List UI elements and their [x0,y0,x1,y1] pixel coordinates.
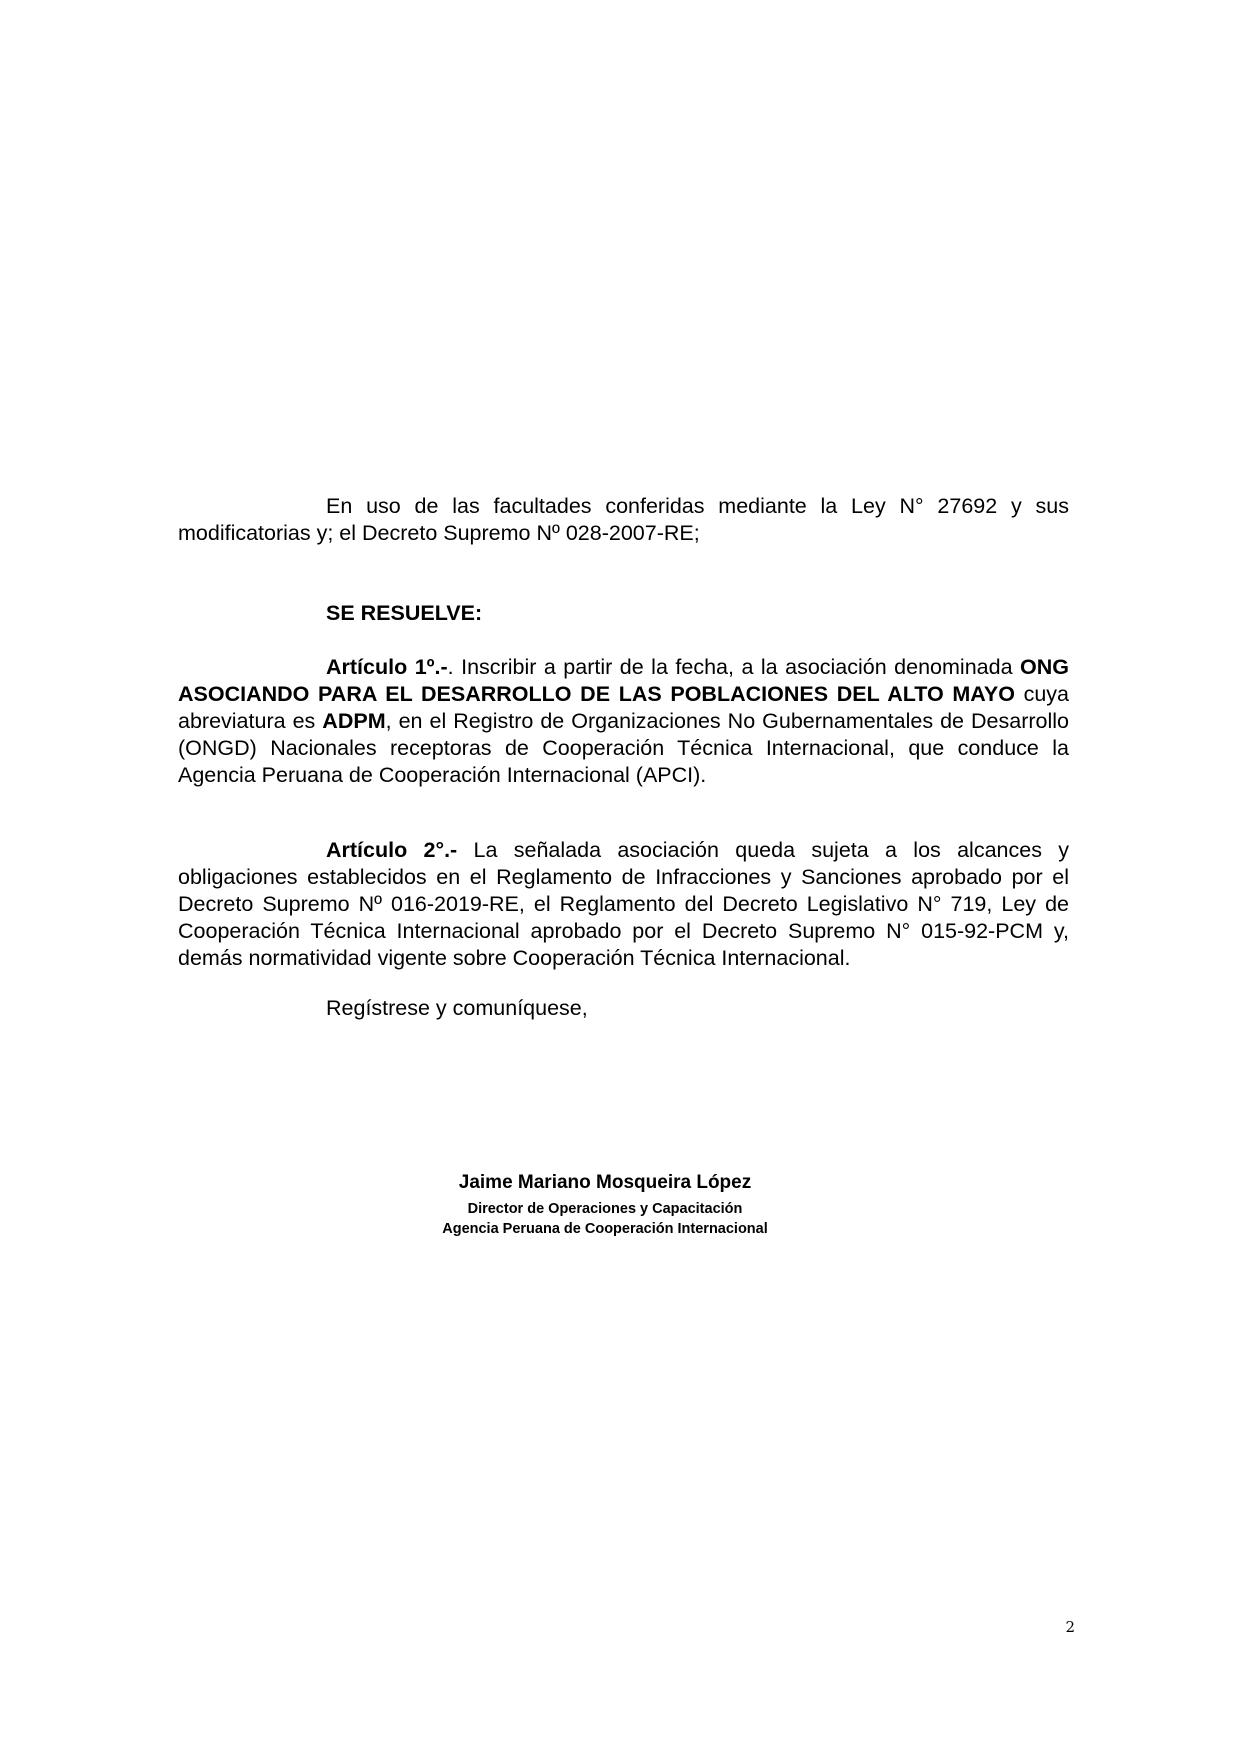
article-1-text-c: , en el Registro de Organizaciones No Gubernamentales de Desarrollo (ONGD) Nacionales receptoras de Cooperación Técnica Internacional, que conduce la Agencia Peruana de Cooperación Internacional (APCI). [178,709,1069,787]
closing-line: Regístrese y comuníquese, [326,996,588,1020]
article-1-paragraph [178,654,1069,789]
intro-paragraph: En uso de las facultades conferidas mediante la Ley N° 27692 y sus modificatorias y; el Decreto Supremo Nº 028-2007-RE; [178,494,1069,545]
signatory-title: Director de Operaciones y Capacitación [467,1201,743,1217]
signatory-name: Jaime Mariano Mosqueira López [458,1172,752,1193]
article-1-label: Artículo 1º.- [326,655,448,679]
organization-name: ONG ASOCIANDO PARA EL DESARROLLO DE LAS POBLACIONES DEL ALTO MAYO [178,655,1069,706]
article-1-text-a: . Inscribir a partir de la fecha, a la asociación denominada [447,655,1021,679]
signatory-agency: Agencia Peruana de Cooperación Internacional [442,1221,768,1237]
resolution-heading: SE RESUELVE: [326,601,483,625]
article-1-text-b: cuya abreviatura es [178,682,1070,733]
page-number: 2 [1065,1618,1075,1636]
article-2-text: La señalada asociación queda sujeta a los alcances y obligaciones establecidos en el Reglamento de Infracciones y Sanciones aprobado por el Decreto Supremo Nº 016-2019-RE, el Reglamento del Decreto Legislativo N° 719, Ley de Cooperación Técnica Internacional aprobado por el Decreto Supremo N° 015-92-PCM y, demás normatividad vigente sobre Cooperación Técnica Internacional. [178,838,1069,970]
organization-abbreviation: ADPM [322,709,386,733]
article-2-paragraph [178,837,1069,972]
article-2-label: Artículo 2°.- [326,838,458,862]
